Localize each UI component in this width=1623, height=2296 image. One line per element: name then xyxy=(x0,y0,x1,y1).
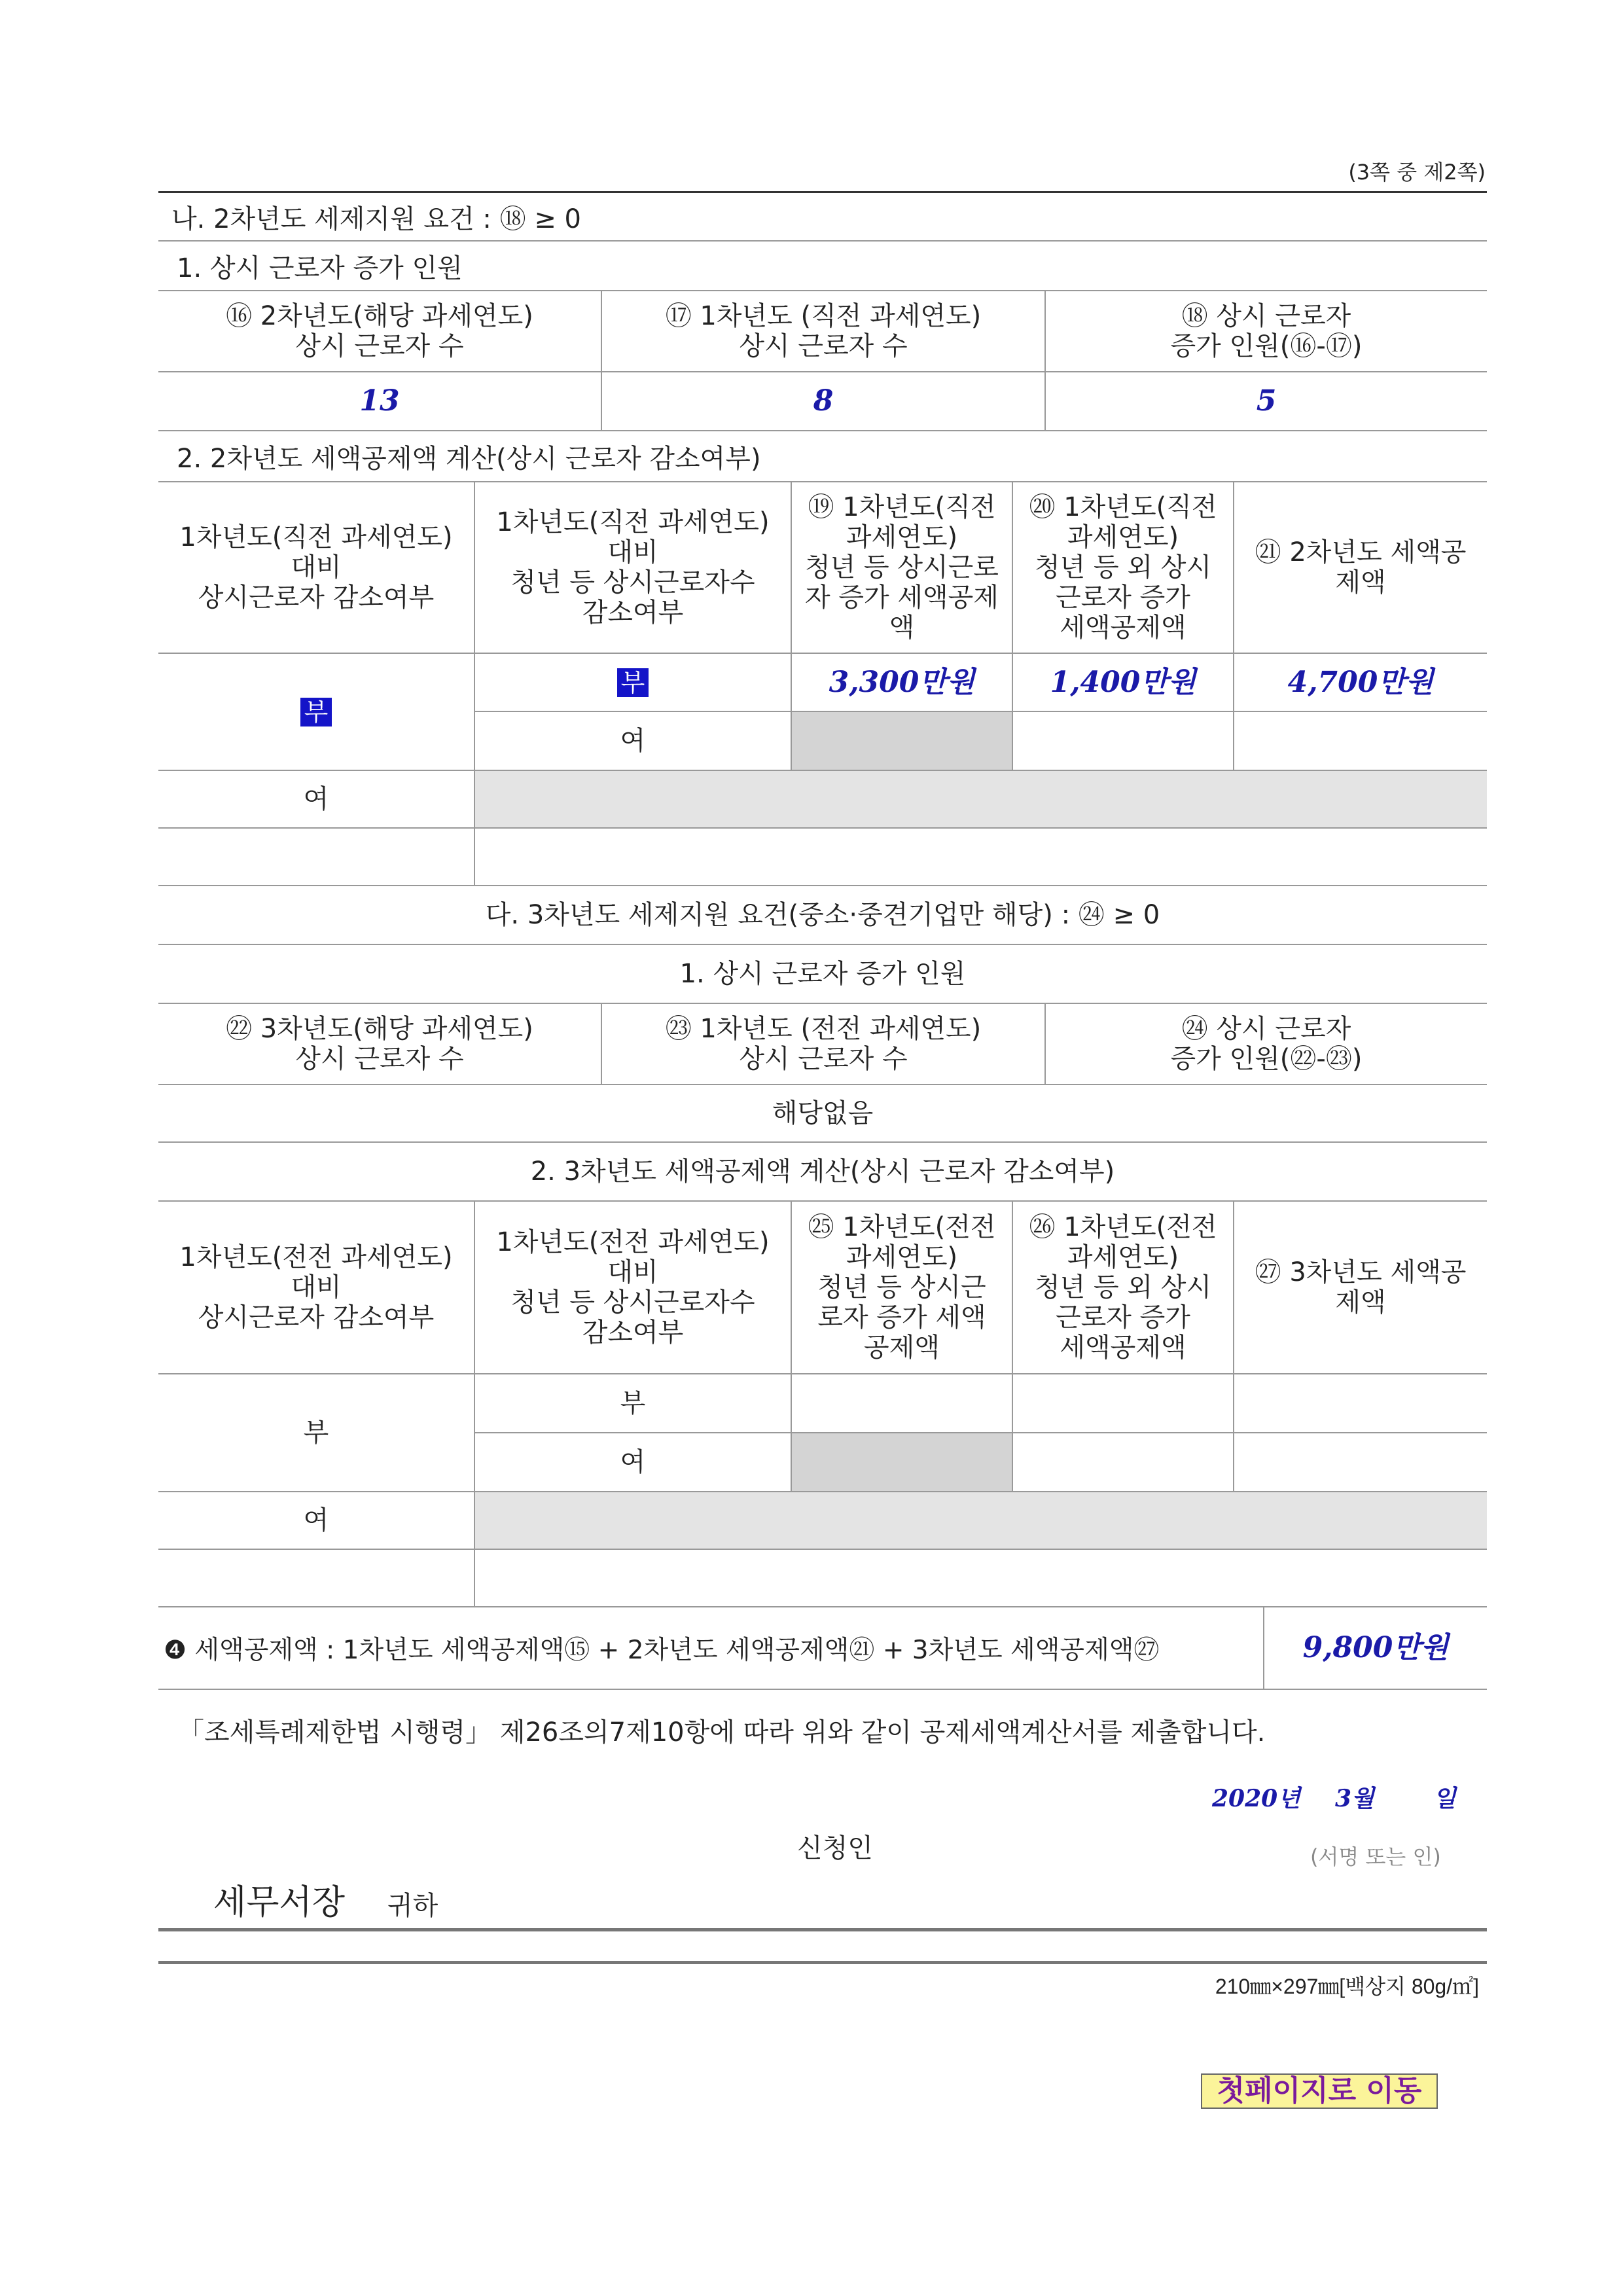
value-16: 13 xyxy=(359,384,400,418)
header-16-line2: 상시 근로자 수 xyxy=(295,331,464,361)
vdivider xyxy=(1012,481,1013,771)
divider xyxy=(158,1491,1487,1492)
header-3-a xyxy=(158,1202,474,1373)
header-20-line: 청년 등 외 상시 xyxy=(1035,552,1211,583)
header-20-line: 세액공제액 xyxy=(1060,613,1186,643)
header-25-line: 공제액 xyxy=(864,1333,940,1363)
header-26-line: 청년 등 외 상시 xyxy=(1035,1272,1211,1302)
header-23-line1: ㉓ 1차년도 (전전 과세연도) xyxy=(665,1014,982,1044)
header-24-line2: 증가 인원(㉒-㉓) xyxy=(1170,1044,1363,1074)
row-a2-cell: 여 xyxy=(303,784,329,814)
header-20-line: 과세연도) xyxy=(1067,522,1179,552)
header-22-line1: ㉒ 3차년도(해당 과세연도) xyxy=(226,1014,533,1044)
row-a1-cell xyxy=(158,654,474,770)
total-value: 9,800만원 xyxy=(1302,1631,1449,1664)
value-19: 3,300만원 xyxy=(829,666,975,699)
header-26-line: 과세연도) xyxy=(1067,1242,1179,1272)
header-19-line: 청년 등 상시근로 xyxy=(805,552,999,583)
row-b1-cell xyxy=(475,654,791,711)
applicant-label: 신청인 xyxy=(797,1833,873,1863)
bottom-rule xyxy=(158,1961,1487,1964)
vdivider xyxy=(1233,481,1234,771)
header-2-b-line: 감소여부 xyxy=(582,598,684,628)
vdivider xyxy=(474,481,475,886)
header-20 xyxy=(1013,482,1233,653)
value-21: 4,700만원 xyxy=(1287,666,1434,699)
divider xyxy=(475,1432,1487,1433)
section-na-title: 나. 2차년도 세제지원 요건 : ⑱ ≥ 0 xyxy=(171,204,582,234)
row3-b2-cell: 여 xyxy=(620,1447,646,1477)
header-21-line: ㉑ 2차년도 세액공 xyxy=(1255,537,1467,567)
header-2-a-line: 1차년도(직전 과세연도) xyxy=(179,522,453,552)
header-3-b-line: 1차년도(전전 과세연도) xyxy=(496,1227,770,1257)
header-3-a-line: 1차년도(전전 과세연도) xyxy=(179,1242,453,1272)
header-22-line2: 상시 근로자 수 xyxy=(295,1044,464,1074)
header-24 xyxy=(1046,1004,1487,1084)
header-24-line1: ㉔ 상시 근로자 xyxy=(1181,1014,1351,1044)
shaded-cell xyxy=(475,1492,1487,1549)
header-3-b-line: 대비 xyxy=(607,1257,658,1287)
header-25-line: 과세연도) xyxy=(846,1242,958,1272)
office-name: 세무서장 xyxy=(213,1883,345,1922)
header-18 xyxy=(1046,291,1487,371)
header-23 xyxy=(602,1004,1044,1084)
header-3-b-line: 감소여부 xyxy=(582,1318,684,1348)
page-number: (3쪽 중 제2쪽) xyxy=(1348,160,1486,185)
row-a1-badge: 부 xyxy=(300,698,332,726)
header-20-line: 근로자 증가 xyxy=(1056,583,1190,613)
header-17-line1: ⑰ 1차년도 (직전 과세연도) xyxy=(665,301,982,331)
header-25 xyxy=(792,1202,1012,1373)
header-2-b-line: 청년 등 상시근로자수 xyxy=(510,567,755,598)
header-2-a-line: 대비 xyxy=(291,552,342,583)
row-b2-cell: 여 xyxy=(620,726,646,756)
vdivider xyxy=(791,481,792,771)
value-17: 8 xyxy=(813,384,834,418)
header-2-b-line: 1차년도(직전 과세연도) xyxy=(496,507,770,537)
bottom-rule xyxy=(158,1928,1487,1931)
vdivider xyxy=(601,1003,602,1085)
header-19 xyxy=(792,482,1012,653)
header-18-line1: ⑱ 상시 근로자 xyxy=(1181,301,1351,331)
header-27-line: 제액 xyxy=(1335,1287,1386,1318)
header-26-line: 세액공제액 xyxy=(1060,1333,1186,1363)
date-day: 일 xyxy=(1433,1785,1456,1812)
divider xyxy=(158,770,1487,771)
header-26-line: 근로자 증가 xyxy=(1056,1302,1190,1333)
header-25-line: 청년 등 상시근 xyxy=(817,1272,986,1302)
header-3-b-line: 청년 등 상시근로자수 xyxy=(510,1287,755,1318)
goto-first-page-button[interactable]: 첫페이지로 이동 xyxy=(1201,2073,1438,2109)
divider xyxy=(158,1549,1487,1550)
header-27-line: ㉗ 3차년도 세액공 xyxy=(1255,1257,1467,1287)
header-27 xyxy=(1234,1202,1487,1373)
header-18-line2: 증가 인원(⑯-⑰) xyxy=(1170,331,1363,361)
header-2-a-line: 상시근로자 감소여부 xyxy=(198,583,435,613)
paper-spec: 210㎜×297㎜[백상지 80g/㎡] xyxy=(1215,1975,1479,1998)
header-16 xyxy=(158,291,601,371)
date-month: 3월 xyxy=(1335,1785,1374,1812)
row3-a2-cell: 여 xyxy=(303,1505,329,1535)
header-17-line2: 상시 근로자 수 xyxy=(739,331,908,361)
header-3-a-line: 상시근로자 감소여부 xyxy=(198,1302,435,1333)
header-20-line: ⑳ 1차년도(직전 xyxy=(1029,492,1217,522)
none-applicable: 해당없음 xyxy=(772,1098,874,1128)
date-year: 2020년 xyxy=(1212,1785,1300,1812)
header-26-line: ㉖ 1차년도(전전 xyxy=(1029,1212,1217,1242)
divider xyxy=(475,711,1487,712)
value-20: 1,400만원 xyxy=(1050,666,1196,699)
vdivider xyxy=(474,1200,475,1607)
header-16-line1: ⑯ 2차년도(해당 과세연도) xyxy=(226,301,533,331)
statement: 「조세특례제한법 시행령」 제26조의7제10항에 따라 위와 같이 공제세액계산서를 제출합니다. xyxy=(178,1717,1266,1748)
header-21 xyxy=(1234,482,1487,653)
section-na-sub2: 2. 2차년도 세액공제액 계산(상시 근로자 감소여부) xyxy=(177,443,761,474)
row3-b1-cell: 부 xyxy=(620,1388,646,1418)
sign-note: (서명 또는 인) xyxy=(1310,1844,1441,1869)
honorific: 귀하 xyxy=(387,1891,438,1921)
vdivider xyxy=(791,1200,792,1492)
header-17 xyxy=(602,291,1044,371)
header-21-line: 제액 xyxy=(1335,567,1386,598)
header-2-b-line: 대비 xyxy=(607,537,658,567)
header-26 xyxy=(1013,1202,1233,1373)
header-19-line: ⑲ 1차년도(직전 xyxy=(808,492,996,522)
header-19-line: 액 xyxy=(889,613,915,643)
header-22 xyxy=(158,1004,601,1084)
total-label: ❹ 세액공제액 : 1차년도 세액공제액⑮ + 2차년도 세액공제액㉑ + 3차년도 세액공제액㉗ xyxy=(164,1636,1160,1665)
section-na-sub1: 1. 상시 근로자 증가 인원 xyxy=(177,253,463,283)
header-2-a xyxy=(158,482,474,653)
vdivider xyxy=(1233,1200,1234,1492)
vdivider xyxy=(1044,1003,1046,1085)
shaded-cell xyxy=(475,771,1487,827)
divider xyxy=(158,1689,1487,1690)
header-19-line: 과세연도) xyxy=(846,522,958,552)
section-da-sub1: 1. 상시 근로자 증가 인원 xyxy=(679,959,966,989)
vdivider xyxy=(1012,1200,1013,1492)
header-19-line: 자 증가 세액공제 xyxy=(805,583,999,613)
header-25-line: ㉕ 1차년도(전전 xyxy=(808,1212,996,1242)
section-da-title: 다. 3차년도 세제지원 요건(중소·중견기업만 해당) : ㉔ ≥ 0 xyxy=(485,900,1160,930)
shaded-cell xyxy=(792,1433,1012,1491)
section-da-sub2: 2. 3차년도 세액공제액 계산(상시 근로자 감소여부) xyxy=(530,1157,1115,1187)
header-25-line: 로자 증가 세액 xyxy=(817,1302,986,1333)
header-3-b xyxy=(475,1202,791,1373)
row3-a1-cell: 부 xyxy=(303,1418,329,1448)
row-b1-badge: 부 xyxy=(617,668,649,697)
divider xyxy=(158,827,1487,829)
value-18: 5 xyxy=(1256,384,1277,418)
shaded-cell xyxy=(792,712,1012,770)
header-3-a-line: 대비 xyxy=(291,1272,342,1302)
header-23-line2: 상시 근로자 수 xyxy=(739,1044,908,1074)
header-2-b xyxy=(475,482,791,653)
